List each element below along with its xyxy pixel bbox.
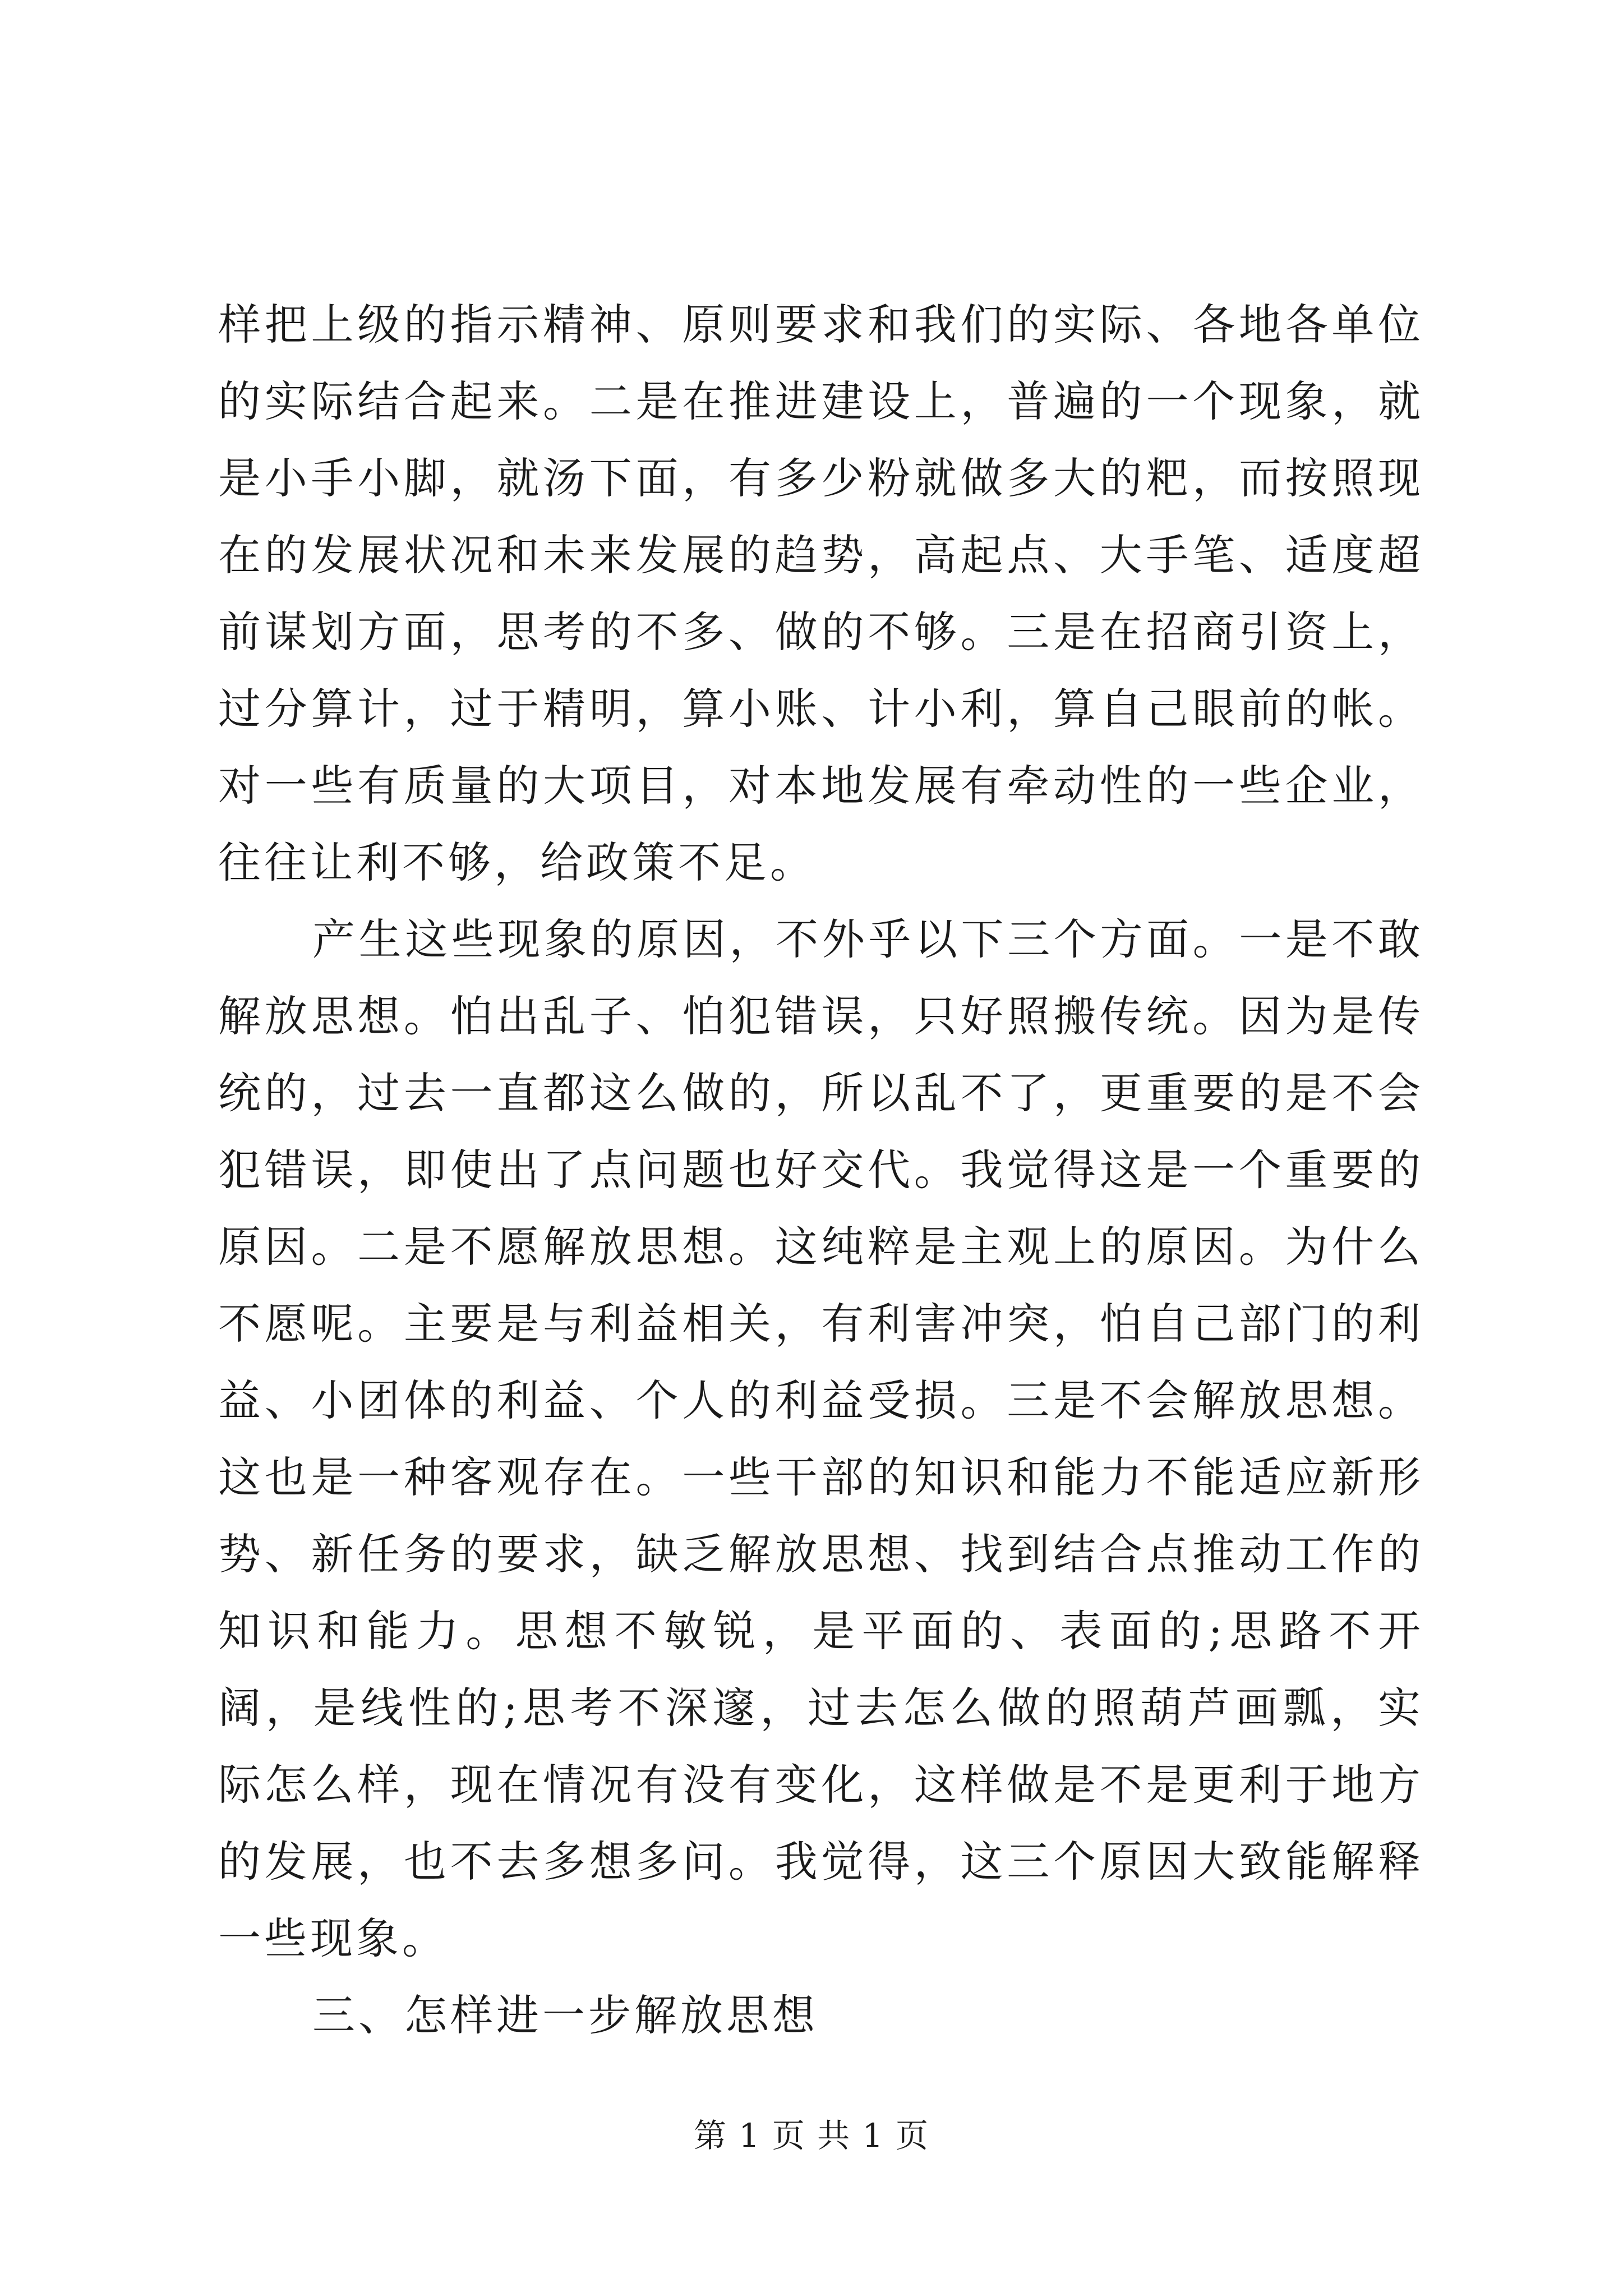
document-body bbox=[218, 286, 1424, 2054]
page-footer: 第 1 页 共 1 页 bbox=[694, 2116, 929, 2155]
section-heading: 三、怎样进一步解放思想 bbox=[312, 1990, 818, 2040]
paragraph-causes: 产生这些现象的原因，不外乎以下三个方面。一是不敢解放思想。怕出乱子、怕犯错误，只好照搬传统。因为是传统的，过去一直都这么做的，所以乱不了，更重要的是不会犯错误，即使出了点问题也好交代。我觉得这是一个重要的原因。二是不愿解放思想。这纯粹是主观上的原因。为什么不愿呢。主要是与利益相关，有利害冲突，怕自己部门的利益、小团体的利益、个人的利益受损。三是不会解放思想。这也是一种客观存在。一些干部的知识和能力不能适应新形势、新任务的要求，缺乏解放思想、找到结合点推动工作的知识和能力。思想不敏锐，是平面的、表面的;思路不开阔，是线性的;思考不深邃，过去怎么做的照葫芦画瓢，实际怎么样，现在情况有没有变化，这样做是不是更利于地方的发展，也不去多想多问。我觉得，这三个原因大致能解释一些现象。 bbox=[218, 914, 1424, 1963]
paragraph-continuation: 样把上级的指示精神、原则要求和我们的实际、各地各单位的实际结合起来。二是在推进建设上，普遍的一个现象，就是小手小脚，就汤下面，有多少粉就做多大的粑，而按照现在的发展状况和未来发展的趋势，高起点、大手笔、适度超前谋划方面，思考的不多、做的不够。三是在招商引资上，过分算计，过于精明，算小账、计小利，算自己眼前的帐。对一些有质量的大项目，对本地发展有牵动性的一些企业，往往让利不够，给政策不足。 bbox=[218, 300, 1424, 887]
